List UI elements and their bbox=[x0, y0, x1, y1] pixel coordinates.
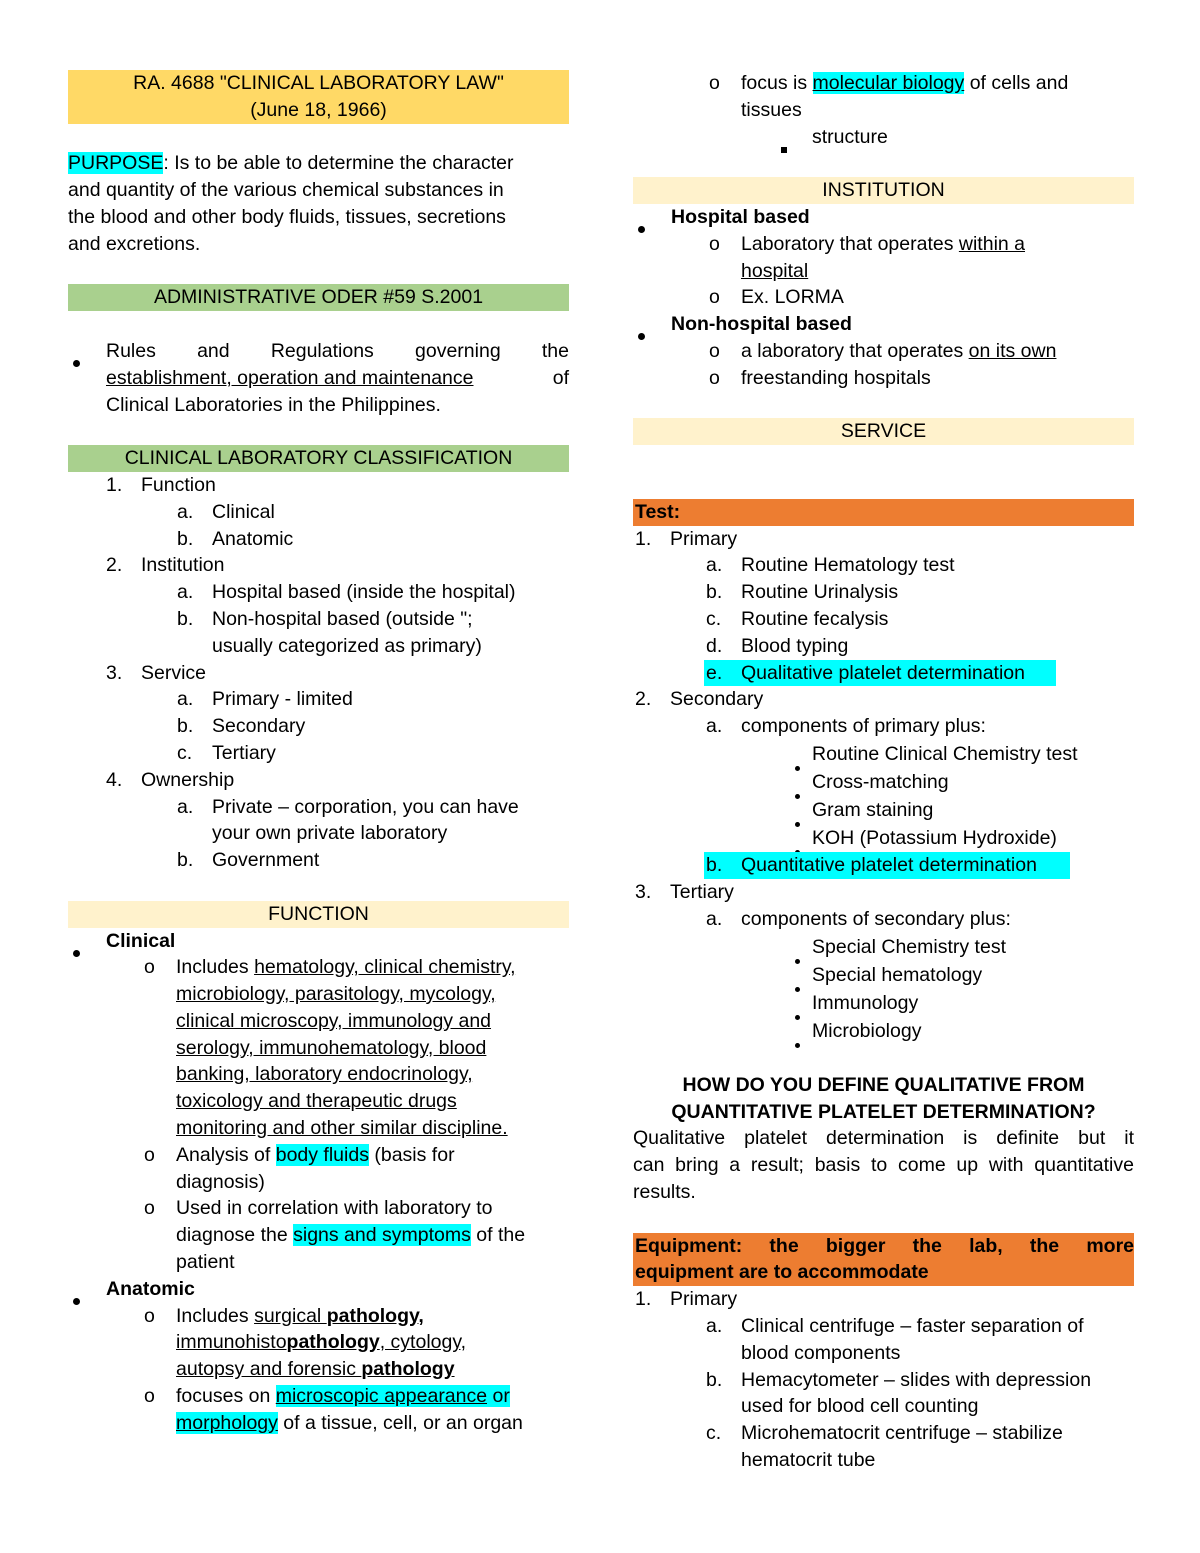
anatomic-heading: Anatomic bbox=[68, 1276, 569, 1303]
circle-bullet-icon: o bbox=[709, 232, 720, 255]
equipment-item: hematocrit tube bbox=[741, 1449, 876, 1472]
test-label: Test: bbox=[633, 499, 1134, 526]
law-title: RA. 4688 "CLINICAL LABORATORY LAW" bbox=[133, 72, 504, 94]
secondary-component: KOH (Potassium Hydroxide) bbox=[633, 824, 1134, 852]
service-title: SERVICE bbox=[633, 418, 1134, 445]
primary-item: c. Routine fecalysis bbox=[706, 607, 889, 630]
primary-item-e: e. Qualitative platelet determination bbox=[633, 660, 1134, 687]
classification-item: b. Non-hospital based (outside "; bbox=[177, 607, 473, 630]
anatomic-includes-2: immunohistopathology, cytology, bbox=[176, 1331, 467, 1354]
classification-item: c. Tertiary bbox=[177, 741, 276, 764]
focus-molecular-line-2: tissues bbox=[741, 98, 802, 121]
equipment-primary-heading: 1. Primary bbox=[635, 1288, 738, 1311]
non-hospital-line-1: o a laboratory that operates on its own bbox=[633, 338, 1134, 365]
focuses-line-1: o focuses on microscopic appearance or bbox=[68, 1383, 569, 1410]
left-column bbox=[68, 70, 569, 1437]
institution-title: INSTITUTION bbox=[633, 177, 1134, 204]
classification-item: a. Private – corporation, you can have bbox=[177, 795, 519, 818]
classification-item: 3. Service bbox=[106, 661, 207, 684]
equipment-item: c. Microhematocrit centrifuge – stabilize bbox=[706, 1422, 1063, 1445]
tertiary-heading: 3. Tertiary bbox=[635, 881, 734, 904]
dot-bullet-icon bbox=[795, 1043, 800, 1048]
hospital-example: o Ex. LORMA bbox=[633, 284, 1134, 311]
clinical-includes bbox=[68, 954, 569, 1142]
analysis-line-1: o Analysis of body fluids (basis for bbox=[68, 1142, 569, 1169]
non-hospital-heading: Non-hospital based bbox=[633, 311, 1134, 338]
hospital-line-2: hospital bbox=[741, 259, 809, 282]
answer-line-2: can bring a result; basis to come up with quantitative bbox=[633, 1154, 1134, 1177]
structure-line: structure bbox=[633, 124, 1134, 151]
law-title-block bbox=[68, 70, 569, 124]
classification-item: b. Anatomic bbox=[177, 527, 294, 550]
law-date: (June 18, 1966) bbox=[250, 98, 387, 121]
question-title-1: HOW DO YOU DEFINE QUALITATIVE FROM bbox=[682, 1073, 1085, 1096]
rules-line-2: establishment, operation and maintenance of bbox=[106, 366, 569, 389]
circle-bullet-icon: o bbox=[709, 366, 720, 389]
square-bullet-icon bbox=[781, 147, 787, 153]
equipment-item: used for blood cell counting bbox=[741, 1395, 979, 1418]
circle-bullet-icon: o bbox=[144, 1143, 155, 1166]
tertiary-component: Special hematology bbox=[633, 961, 1134, 989]
focus-molecular-line-1: o focus is molecular biology of cells and bbox=[633, 70, 1134, 97]
clinical-includes-line: monitoring and other similar discipline. bbox=[176, 1117, 508, 1140]
right-column bbox=[633, 70, 1134, 1474]
equipment-item: b. Hemacytometer – slides with depression bbox=[706, 1368, 1092, 1391]
tertiary-item-a: a. components of secondary plus: bbox=[706, 907, 1011, 930]
answer-line-1: Qualitative platelet determination is definite but it bbox=[633, 1127, 1134, 1150]
classification-item: usually categorized as primary) bbox=[212, 634, 482, 657]
tertiary-component: Immunology bbox=[633, 989, 1134, 1017]
purpose-line-4: and excretions. bbox=[68, 232, 201, 255]
used-line-2: diagnose the signs and symptoms of the bbox=[176, 1224, 526, 1247]
admin-order-title: ADMINISTRATIVE ODER #59 S.2001 bbox=[68, 284, 569, 311]
primary-item: a. Routine Hematology test bbox=[706, 554, 955, 577]
tertiary-component: Special Chemistry test bbox=[633, 933, 1134, 961]
classification-item: a. Hospital based (inside the hospital) bbox=[177, 581, 516, 604]
tertiary-components bbox=[633, 933, 1134, 1045]
hospital-based-heading: Hospital based bbox=[633, 204, 1134, 231]
clinical-includes-line: serology, immunohematology, blood bbox=[176, 1036, 487, 1059]
clinical-includes-line: o Includes hematology, clinical chemistry, bbox=[68, 954, 569, 981]
used-line-3: patient bbox=[176, 1251, 235, 1274]
focuses-line-2: morphology of a tissue, cell, or an organ bbox=[176, 1411, 523, 1434]
non-hospital-line-2: o freestanding hospitals bbox=[633, 365, 1134, 392]
secondary-component: Cross-matching bbox=[633, 768, 1134, 796]
secondary-item-a: a. components of primary plus: bbox=[706, 715, 986, 738]
primary-item: b. Routine Urinalysis bbox=[706, 581, 899, 604]
classification-item: b. Government bbox=[177, 849, 320, 872]
secondary-components bbox=[633, 740, 1134, 852]
purpose-line-2: and quantity of the various chemical substances in bbox=[68, 179, 504, 202]
clinical-includes-line: toxicology and therapeutic drugs bbox=[176, 1090, 457, 1113]
used-line-1: o Used in correlation with laboratory to bbox=[68, 1195, 569, 1222]
purpose-label: PURPOSE bbox=[68, 152, 164, 175]
circle-bullet-icon: o bbox=[709, 286, 720, 309]
primary-list bbox=[633, 552, 1134, 659]
secondary-item-b: b. Quantitative platelet determination bbox=[633, 852, 1134, 879]
circle-bullet-icon: o bbox=[144, 1304, 155, 1327]
rules-line-1: Rules and Regulations governing the bbox=[68, 338, 569, 365]
classification-item: a. Primary - limited bbox=[177, 688, 353, 711]
anatomic-includes-1: o Includes surgical pathology, bbox=[68, 1303, 569, 1330]
circle-bullet-icon: o bbox=[144, 1385, 155, 1408]
clinical-heading: Clinical bbox=[68, 928, 569, 955]
primary-heading: 1. Primary bbox=[635, 527, 738, 550]
circle-bullet-icon: o bbox=[709, 72, 720, 94]
equipment-item: blood components bbox=[741, 1341, 901, 1364]
classification-item: a. Clinical bbox=[177, 500, 275, 523]
answer-line-3: results. bbox=[633, 1181, 696, 1204]
purpose-line-1: PURPOSE: Is to be able to determine the character bbox=[68, 152, 514, 175]
equipment-list bbox=[633, 1313, 1134, 1474]
purpose-line-3: the blood and other body fluids, tissues, secretions bbox=[68, 205, 506, 228]
secondary-heading: 2. Secondary bbox=[635, 688, 764, 711]
hospital-line-1: o Laboratory that operates within a bbox=[633, 231, 1134, 258]
secondary-component: Routine Clinical Chemistry test bbox=[633, 740, 1134, 768]
classification-item: 2. Institution bbox=[106, 554, 225, 577]
clinical-includes-line: microbiology, parasitology, mycology, bbox=[176, 983, 496, 1006]
tertiary-component: Microbiology bbox=[633, 1017, 1134, 1045]
classification-item: b. Secondary bbox=[177, 715, 306, 738]
primary-item: d. Blood typing bbox=[706, 634, 849, 657]
equipment-item: a. Clinical centrifuge – faster separation of bbox=[706, 1315, 1084, 1338]
circle-bullet-icon: o bbox=[144, 956, 155, 979]
classification-list bbox=[68, 472, 569, 874]
question-title-2: QUANTITATIVE PLATELET DETERMINATION? bbox=[671, 1100, 1096, 1123]
rules-line-3: Clinical Laboratories in the Philippines. bbox=[106, 393, 441, 416]
secondary-component: Gram staining bbox=[633, 796, 1134, 824]
classification-item: your own private laboratory bbox=[212, 822, 448, 845]
clinical-includes-line: banking, laboratory endocrinology, bbox=[176, 1063, 473, 1086]
function-title: FUNCTION bbox=[68, 901, 569, 928]
circle-bullet-icon: o bbox=[709, 339, 720, 362]
circle-bullet-icon: o bbox=[144, 1197, 155, 1220]
classification-item: 1. Function bbox=[106, 473, 216, 496]
clinical-includes-line: clinical microscopy, immunology and bbox=[176, 1009, 492, 1032]
equipment-heading: Equipment: the bigger the lab, the more equipment are to accommodate bbox=[633, 1233, 1134, 1287]
analysis-line-2: diagnosis) bbox=[176, 1170, 265, 1193]
anatomic-includes-3: autopsy and forensic pathology bbox=[176, 1358, 455, 1381]
classification-title: CLINICAL LABORATORY CLASSIFICATION bbox=[68, 445, 569, 472]
classification-item: 4. Ownership bbox=[106, 768, 235, 791]
